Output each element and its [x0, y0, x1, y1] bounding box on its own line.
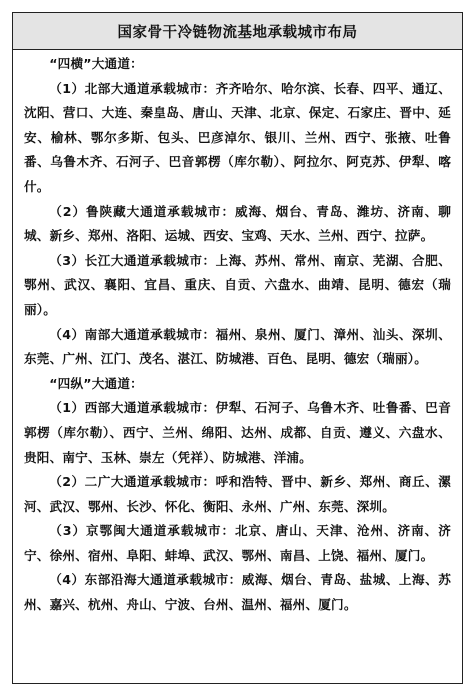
corridor-label: （4）南部大通道承载城市： [49, 326, 216, 342]
corridor-lu-shaan-zang [24, 200, 451, 249]
section-heading-four-horizontal: “四横”大通道： [49, 56, 143, 71]
corridor-label: （3）京鄂闽大通道承载城市： [49, 523, 235, 539]
corridor-label: （2）二广大通道承载城市： [49, 474, 216, 490]
corridor-eastern-coastal [24, 568, 451, 617]
corridor-cities: 北京、唐山、天津、沧州、济南、济宁、徐州、宿州、阜阳、蚌埠、武汉、鄂州、南昌、上饶、福州、厦门。 [24, 523, 451, 563]
corridor-cities: 威海、烟台、青岛、盐城、上海、苏州、嘉兴、杭州、舟山、宁波、台州、温州、福州、厦门。 [24, 572, 451, 613]
corridor-cities: 呼和浩特、晋中、新乡、郑州、商丘、漯河、武汉、鄂州、长沙、怀化、衡阳、永州、广州、东莞、深圳。 [24, 474, 451, 514]
corridor-cities: 齐齐哈尔、哈尔滨、长春、四平、通辽、沈阳、营口、大连、秦皇岛、唐山、天津、北京、保定、石家庄、晋中、延安、榆林、鄂尔多斯、包头、巴彦淖尔、银川、兰州、西宁、张掖、吐鲁番、乌鲁木齐、石河子、巴音郭楞（库尔勒）、阿拉尔、阿克苏、伊犁、喀什。 [24, 80, 451, 194]
corridor-label: （1）北部大通道承载城市： [49, 80, 216, 96]
corridor-label: （4）东部沿海大通道承载城市： [49, 572, 242, 588]
corridor-cities: 上海、苏州、常州、南京、芜湖、合肥、鄂州、武汉、襄阳、宜昌、重庆、自贡、六盘水、曲靖、昆明、德宏（瑞丽）。 [24, 252, 451, 317]
corridor-cities: 伊犁、石河子、乌鲁木齐、吐鲁番、巴音郭楞（库尔勒）、西宁、兰州、绵阳、达州、成都、自贡、遵义、六盘水、贵阳、南宁、玉林、崇左（凭祥）、防城港、洋浦。 [24, 400, 451, 465]
corridor-northern [24, 77, 451, 200]
city-layout-table [12, 12, 463, 684]
corridor-cities: 威海、烟台、青岛、潍坊、济南、聊城、新乡、郑州、洛阳、运城、西安、宝鸡、天水、兰州、西宁、拉萨。 [24, 203, 451, 244]
corridor-yangtze [24, 249, 451, 323]
table-title: 国家骨干冷链物流基地承载城市布局 [13, 13, 462, 50]
table-body [13, 50, 462, 618]
corridor-cities: 福州、泉州、厦门、漳州、汕头、深圳、东莞、广州、江门、茂名、湛江、防城港、百色、昆明、德宏（瑞丽）。 [24, 326, 451, 367]
section-heading-four-vertical: “四纵”大通道： [49, 375, 143, 391]
corridor-label: （3）长江大通道承载城市： [49, 252, 216, 268]
corridor-southern [24, 323, 451, 372]
corridor-label: （1）西部大通道承载城市： [49, 400, 216, 416]
corridor-jing-e-min [24, 519, 451, 568]
corridor-western [24, 396, 451, 470]
corridor-label: （2）鲁陕藏大通道承载城市： [49, 203, 235, 219]
corridor-erguang [24, 470, 451, 519]
